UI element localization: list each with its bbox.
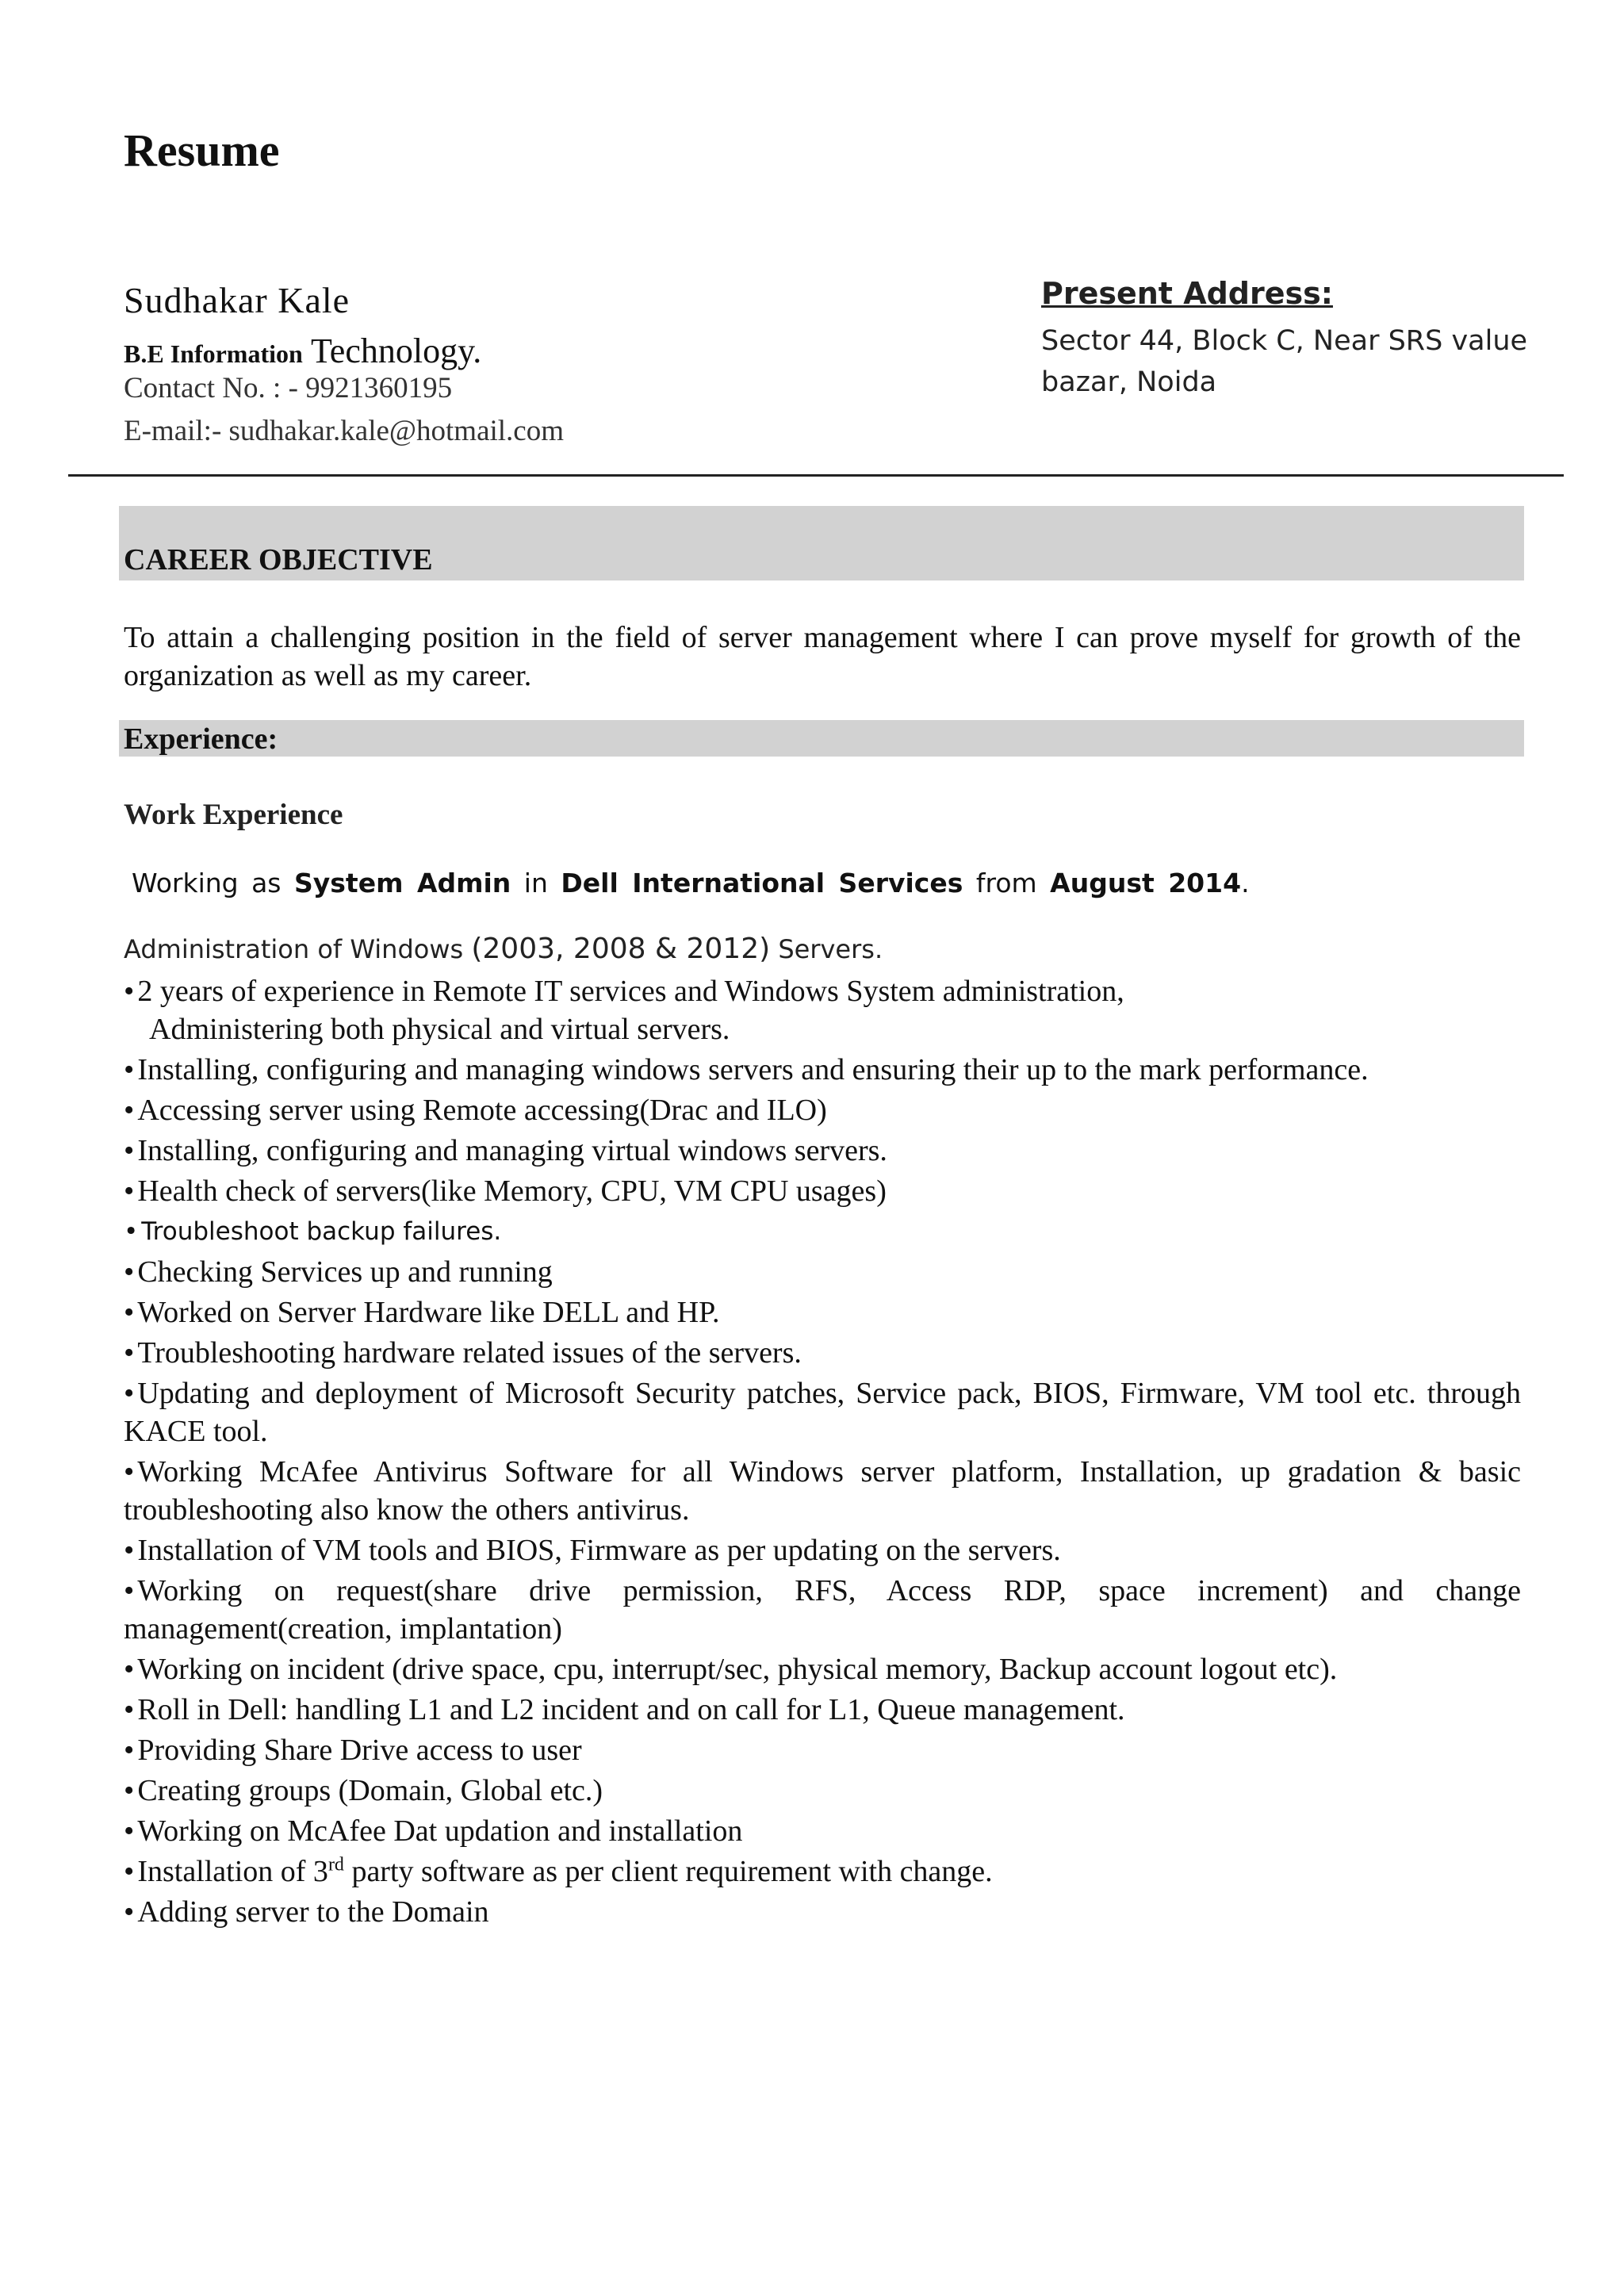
list-item: • Checking Services up and running [124,1255,553,1289]
working-date: August 2014 [1050,868,1242,898]
list-item: • Installing, configuring and managing virtual windows servers. [124,1134,887,1167]
list-item: • Troubleshooting hardware related issues of the servers. [124,1336,802,1370]
working-text: from [963,868,1051,898]
career-objective-heading: CAREER OBJECTIVE [124,543,433,577]
list-item: Administering both physical and virtual servers. [149,1013,730,1046]
list-item: • Accessing server using Remote accessing(Drac and ILO) [124,1094,827,1127]
experience-bullet-list [124,972,1521,1931]
list-item: • Creating groups (Domain, Global etc.) [124,1774,603,1807]
header-divider [68,474,1564,477]
working-text: Working as [132,868,294,898]
address-line-2: bazar, Noida [1041,366,1217,398]
degree-prefix: B.E Information [124,339,303,368]
list-item: • Installation of VM tools and BIOS, Firmware as per updating on the servers. [124,1534,1061,1567]
resume-title: Resume [124,125,280,176]
working-statement [132,868,1250,898]
work-experience-subheading: Work Experience [124,799,343,831]
list-item: • 2 years of experience in Remote IT services and Windows System administration, [124,975,1124,1008]
admin-years: (2003, 2008 & 2012) [471,933,771,965]
working-text: in [511,868,561,898]
candidate-name: Sudhakar Kale [124,280,350,320]
list-item: • Working on McAfee Dat updation and installation [124,1814,743,1848]
list-item: • Updating and deployment of Microsoft Security patches, Service pack, BIOS, Firmware, VM tool etc. through KACE tool. [124,1377,1521,1448]
list-item: • Working McAfee Antivirus Software for all Windows server platform, Installation, up gradation & basic troubleshooting also know the others antivirus. [124,1455,1521,1527]
administration-line [124,933,883,965]
working-role: System Admin [294,868,511,898]
list-item: • Working on incident (drive space, cpu, interrupt/sec, physical memory, Backup account logout etc). [124,1653,1338,1686]
list-item: • Troubleshoot backup failures. [124,1217,502,1246]
experience-heading: Experience: [124,722,278,756]
working-company: Dell International Services [561,868,963,898]
list-item: • Adding server to the Domain [124,1895,489,1929]
admin-suffix: Servers. [770,934,883,964]
contact-number: Contact No. : - 9921360195 [124,372,453,404]
working-text: . [1241,868,1250,898]
career-objective-band [119,506,1524,580]
career-objective-text: To attain a challenging position in the field of server management where I can prove myself for growth of the organization as well as my career. [124,621,1521,692]
list-item: • Installing, configuring and managing windows servers and ensuring their up to the mark performance. [124,1053,1369,1086]
list-item: • Installation of 3rd party software as per client requirement with change. [124,1854,993,1888]
experience-band [119,720,1524,757]
address-line-1: Sector 44, Block C, Near SRS value [1041,325,1528,357]
list-item: • Roll in Dell: handling L1 and L2 incident and on call for L1, Queue management. [124,1693,1125,1726]
list-item: • Health check of servers(like Memory, CPU, VM CPU usages) [124,1174,887,1208]
degree-suffix: Technology. [302,331,482,370]
degree [124,331,481,371]
present-address-heading: Present Address: [1041,276,1333,311]
list-item: • Working on request(share drive permission, RFS, Access RDP, space increment) and change management(creation, implantation) [124,1574,1521,1646]
list-item: • Worked on Server Hardware like DELL and HP. [124,1296,720,1329]
list-item: • Providing Share Drive access to user [124,1734,582,1767]
admin-prefix: Administration of Windows [124,934,472,964]
email-address: E-mail:- sudhakar.kale@hotmail.com [124,415,564,447]
